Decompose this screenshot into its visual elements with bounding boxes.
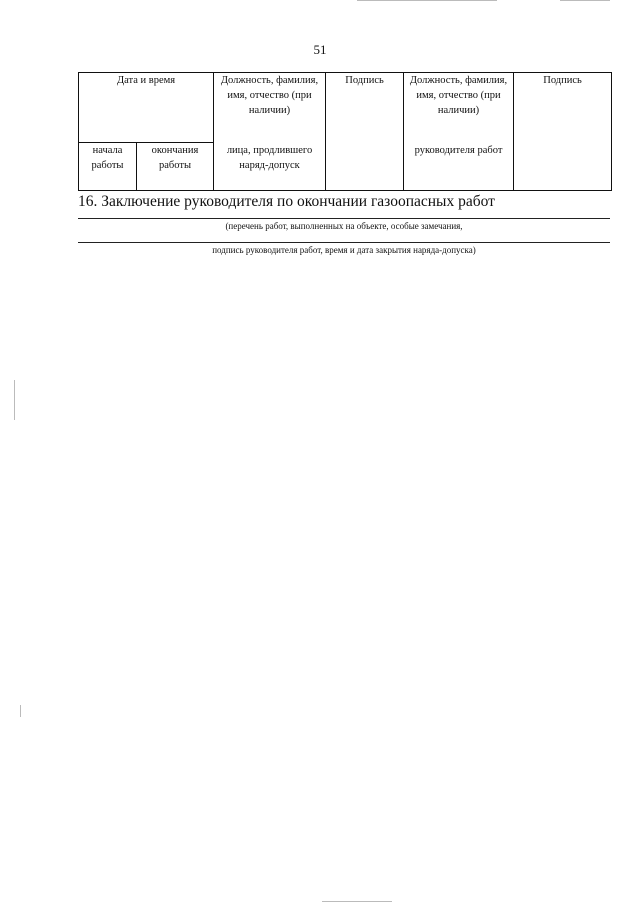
position-subheader-2: руководителя работ: [404, 143, 514, 191]
signature-header-1: Подпись: [326, 73, 404, 191]
scan-artifact: [20, 705, 21, 717]
section-heading: 16. Заключение руководителя по окончании газоопасных работ: [78, 193, 495, 210]
position-subheader-1: лица, продлившего наряд-допуск: [214, 143, 326, 191]
signature-header-2: Подпись: [514, 73, 612, 191]
date-time-header: Дата и время: [79, 73, 214, 143]
scan-artifact: [14, 380, 15, 420]
caption-2: подпись руководителя работ, время и дата закрытия наряда-допуска): [212, 245, 476, 255]
position-header-1: Должность, фамилия, имя, отчество (при наличии): [214, 73, 326, 143]
start-header: начала работы: [79, 143, 137, 191]
fill-line-1: [78, 218, 610, 219]
extension-log-table: [78, 72, 612, 191]
scan-artifact: [322, 901, 392, 902]
scan-artifact: [560, 0, 610, 1]
position-header-2: Должность, фамилия, имя, отчество (при наличии): [404, 73, 514, 143]
fill-line-2: [78, 242, 610, 243]
caption-1: (перечень работ, выполненных на объекте, особые замечания,: [225, 221, 463, 231]
page-number: 51: [313, 42, 327, 57]
scan-artifact: [357, 0, 497, 1]
end-header: окончания работы: [137, 143, 214, 191]
